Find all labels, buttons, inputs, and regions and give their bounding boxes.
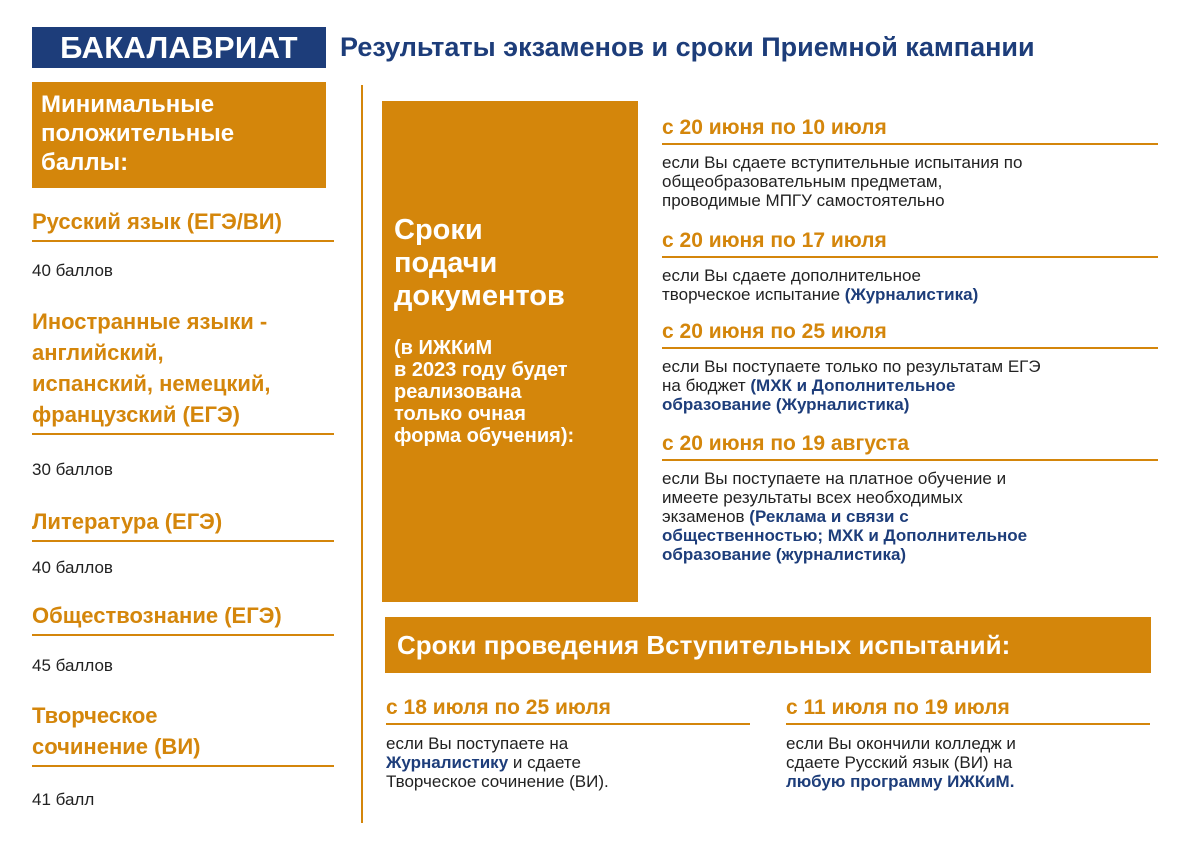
subject-name-line: Творческое — [32, 703, 158, 728]
text-plain: экзаменов — [662, 507, 750, 526]
score-literature: 40 баллов — [32, 558, 113, 577]
text-plain: Творческое сочинение (ВИ). — [386, 772, 609, 791]
exam-period — [786, 696, 1150, 791]
subject-name-line: французский (ЕГЭ) — [32, 402, 240, 427]
deadlines-subtitle-line: в 2023 году будет — [394, 359, 568, 381]
deadlines-heading-box — [382, 101, 638, 602]
text-plain: если Вы окончили колледж и — [786, 734, 1016, 753]
deadlines-subtitle-line: только очная — [394, 403, 526, 425]
deadline-period — [662, 229, 1158, 304]
text-line — [662, 469, 1158, 488]
column-divider — [361, 85, 363, 823]
deadline-period-text — [662, 153, 1158, 210]
text-line — [386, 753, 750, 772]
entrance-exams-banner: Сроки проведения Вступительных испытаний: — [385, 617, 1151, 673]
page-title: Результаты экзаменов и сроки Приемной кампании — [340, 32, 1035, 62]
text-plain: сдаете Русский язык (ВИ) на — [786, 753, 1013, 772]
text-line — [662, 526, 1158, 545]
deadlines-subtitle-line: форма обучения): — [394, 425, 575, 447]
text-plain: если Вы поступаете только по результатам ЕГЭ — [662, 357, 1041, 376]
text-highlight: (Реклама и связи с — [749, 507, 909, 526]
subject-foreign-languages — [32, 306, 334, 435]
text-plain: на бюджет — [662, 376, 751, 395]
text-line — [662, 191, 1158, 210]
deadlines-title-line: документов — [394, 280, 565, 312]
text-line — [386, 734, 750, 753]
text-line — [786, 734, 1150, 753]
subject-name-line: Обществознание (ЕГЭ) — [32, 603, 282, 628]
deadline-period — [662, 432, 1158, 564]
min-scores-heading — [32, 82, 326, 188]
score-russian: 40 баллов — [32, 261, 113, 280]
text-highlight: образование (Журналистика) — [662, 395, 910, 414]
exam-period-range: с 11 июля по 19 июля — [786, 696, 1150, 725]
text-highlight: (МХК и Дополнительное — [750, 376, 956, 395]
text-line — [662, 488, 1158, 507]
subject-literature — [32, 506, 334, 542]
subject-name-line: Иностранные языки - — [32, 309, 268, 334]
subject-name-line: испанский, немецкий, — [32, 371, 271, 396]
text-line — [786, 772, 1150, 791]
text-plain: творческое испытание — [662, 285, 845, 304]
deadlines-subtitle-line: реализована — [394, 381, 522, 403]
text-plain: проводимые МПГУ самостоятельно — [662, 191, 945, 210]
text-line — [662, 153, 1158, 172]
min-scores-heading-line: положительные — [41, 120, 235, 147]
text-highlight: образование (журналистика) — [662, 545, 907, 564]
deadlines-subtitle-line: (в ИЖКиМ — [394, 337, 493, 359]
subject-name-line: английский, — [32, 340, 164, 365]
text-line — [662, 376, 1158, 395]
deadline-period — [662, 320, 1158, 414]
deadlines-title-line: Сроки — [394, 214, 483, 246]
deadline-period-range: с 20 июня по 17 июля — [662, 229, 1158, 258]
text-line — [386, 772, 750, 791]
deadlines-title-line: подачи — [394, 247, 498, 279]
text-line — [662, 266, 1158, 285]
score-foreign-languages: 30 баллов — [32, 460, 113, 479]
text-line — [662, 545, 1158, 564]
subject-name-line: сочинение (ВИ) — [32, 734, 201, 759]
deadline-period-range: с 20 июня по 19 августа — [662, 432, 1158, 461]
text-line — [662, 172, 1158, 191]
score-social-studies: 45 баллов — [32, 656, 113, 675]
subject-name-line: Русский язык (ЕГЭ/ВИ) — [32, 209, 282, 234]
exam-period-text — [786, 734, 1150, 791]
subject-russian — [32, 206, 334, 242]
text-plain: если Вы сдаете дополнительное — [662, 266, 921, 285]
deadline-period-text — [662, 266, 1158, 304]
text-highlight: общественностью; МХК и Дополнительное — [662, 526, 1028, 545]
deadline-period-text — [662, 469, 1158, 564]
text-plain: если Вы сдаете вступительные испытания по — [662, 153, 1023, 172]
exam-period-range: с 18 июля по 25 июля — [386, 696, 750, 725]
header-badge: БАКАЛАВРИАТ — [32, 27, 326, 68]
text-highlight: любую программу ИЖКиМ. — [786, 772, 1015, 791]
deadlines-title — [394, 214, 638, 313]
exam-period — [386, 696, 750, 791]
text-plain: имеете результаты всех необходимых — [662, 488, 963, 507]
subject-creative-essay — [32, 700, 334, 767]
text-plain: общеобразовательным предметам, — [662, 172, 943, 191]
min-scores-heading-line: Минимальные — [41, 91, 215, 118]
text-line — [662, 285, 1158, 304]
text-line — [662, 507, 1158, 526]
deadline-period — [662, 116, 1158, 210]
text-plain: если Вы поступаете на платное обучение и — [662, 469, 1007, 488]
text-highlight: Журналистику — [386, 753, 509, 772]
deadline-period-range: с 20 июня по 10 июля — [662, 116, 1158, 145]
subject-social-studies — [32, 600, 334, 636]
score-creative-essay: 41 балл — [32, 790, 95, 809]
deadline-period-range: с 20 июня по 25 июля — [662, 320, 1158, 349]
text-plain: если Вы поступаете на — [386, 734, 569, 753]
subject-name-line: Литература (ЕГЭ) — [32, 509, 223, 534]
text-highlight: (Журналистика) — [844, 285, 979, 304]
deadline-period-text — [662, 357, 1158, 414]
text-line — [662, 357, 1158, 376]
text-line — [786, 753, 1150, 772]
deadlines-subtitle — [394, 337, 638, 447]
min-scores-heading-line: баллы: — [41, 149, 129, 176]
exam-period-text — [386, 734, 750, 791]
text-line — [662, 395, 1158, 414]
text-plain: и сдаете — [508, 753, 581, 772]
